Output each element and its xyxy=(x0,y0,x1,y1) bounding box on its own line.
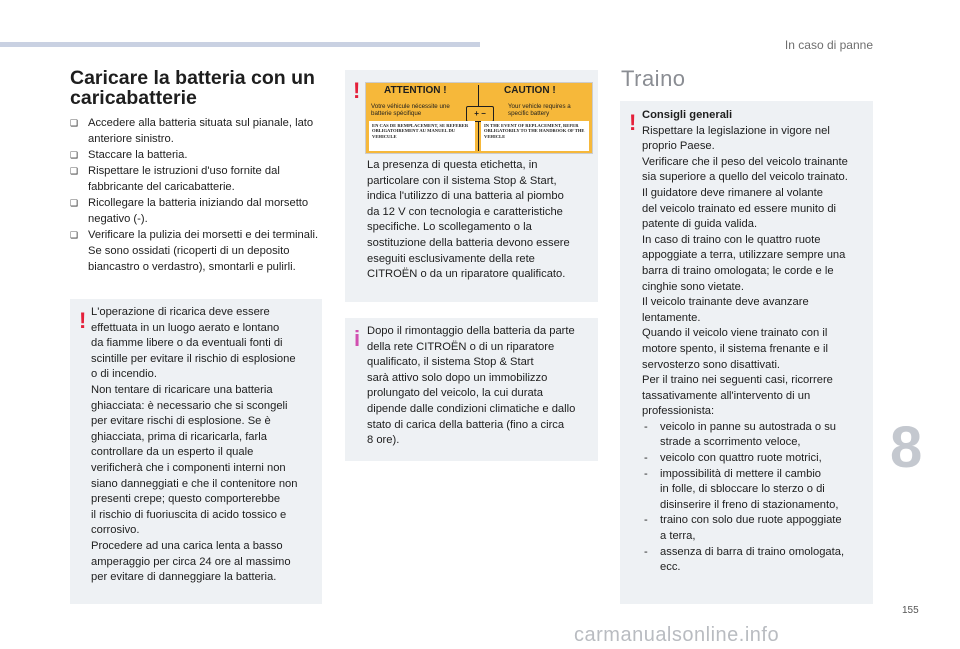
charging-warning-text: L'operazione di ricarica deve essere effettuata in un luogo aerato e lontano da fiamme libere o da eventuali fonti di scintille per evitare il rischio di esplosione o di incendio. Non tentare di ricaricare una batteria ghiacciata: è necessario che si scongeli per evitare rischi di esplosione. Se è ghiacciata, prima di ricaricarla, farla controllare da un esperto il quale verificherà che i componenti interni non siano danneggiati e che il contenitore non presenti crepe; questo comporterebbe il rischio di fuoriuscita di acido tossico e corrosivo. Procedere ad una carica lenta a basso amperaggio per circa 24 ore al massimo per evitare di danneggiare la batteria. xyxy=(91,306,298,584)
label-attention: ATTENTION ! xyxy=(384,85,447,96)
towing-warning-box xyxy=(620,101,873,604)
towing-text: Consigli generali Rispettare la legislazione in vigore nel proprio Paese. Verificare che il peso del veicolo trainante sia superiore a quello del veicolo trainato. Il guidatore deve rimanere al volante del veicolo trainato ed essere munito di patente di guida valida. In caso di traino con le quattro ruote appoggiate a terra, utilizzare sempre una barra di traino omologata; le corde e le cinghie sono vietate. Il veicolo trainante deve avanzare lentamente. Quando il veicolo viene trainato con il motore spento, il sistema frenante e il servosterzo sono disattivati. Per il traino nei seguenti casi, ricorrere tassativamente all'intervento di un professionista: - veicolo in panne su autostrada o su strade a scorrimento veloce, - veicolo con quattro ruote motrici, - impossibilità di mettere il cambio in folle, di sbloccare lo sterzo o di disinserire il freno di stazionamento, - traino con solo due ruote appoggiate a terra, - assenza di barra di traino omologata, ecc. xyxy=(642,108,872,576)
bullet-arrow-icon: ❑ xyxy=(70,118,79,128)
bullet-arrow-icon: ❑ xyxy=(70,150,79,160)
section-title: In caso di panne xyxy=(784,38,873,52)
page-number: 155 xyxy=(902,605,919,616)
bullet-arrow-icon: ❑ xyxy=(70,166,79,176)
stop-start-info-box xyxy=(345,318,598,461)
battery-label-description: La presenza di questa etichetta, in particolare con il sistema Stop & Start, indica l'utilizzo di una batteria al piombo da 12 V con tecnologia e caratteristiche specifiche. Lo scollegamento o la sostituzione della batteria devono essere eseguiti esclusivamente della rete CITROËN o da un riparatore qualificato. xyxy=(367,159,570,281)
watermark: carmanualsonline.info xyxy=(574,624,780,646)
warning-icon: ! xyxy=(79,308,87,333)
charging-step: ❑ Accedere alla batteria situata sul pianale, lato anteriore sinistro. xyxy=(70,117,314,145)
label-en-small: IN THE EVENT OF REPLACEMENT, REFER OBLIGATORILY TO THE HANDBOOK OF THE VEHICLE xyxy=(484,123,585,139)
towing-case: - assenza di barra di traino omologata, ecc. xyxy=(644,545,845,574)
label-fr-small: EN CAS DE REMPLACEMENT, SE REFERER OBLIGATOIREMENT AU MANUEL DU VEHICULE xyxy=(372,123,469,139)
battery-icon: + − xyxy=(466,106,494,122)
label-fr-sub: Votre véhicule nécessite une batterie spécifique xyxy=(371,103,450,117)
charging-step: ❑ Verificare la pulizia dei morsetti e dei terminali. Se sono ossidati (ricoperti di un deposito biancastro o verdastro), smontarli e pulirli. xyxy=(70,229,319,273)
charging-steps xyxy=(70,115,325,275)
towing-case: - traino con solo due ruote appoggiate a terra, xyxy=(644,514,842,543)
warning-icon: ! xyxy=(353,78,361,103)
header-bar xyxy=(0,42,480,47)
warning-icon: ! xyxy=(629,110,637,135)
info-icon: i xyxy=(354,326,361,351)
chapter-number: 8 xyxy=(890,415,923,480)
stop-start-info-text: Dopo il rimontaggio della batteria da parte della rete CITROËN o di un riparatore qualificato, il sistema Stop & Start sarà attivo solo dopo un immobilizzo prolungato del veicolo, la cui durata dipende dalle condizioni climatiche e dallo stato di carica della batteria (fino a circa 8 ore). xyxy=(367,325,576,447)
charging-step: ❑ Staccare la batteria. xyxy=(70,149,188,161)
battery-warning-label xyxy=(365,82,593,154)
towing-case: - impossibilità di mettere il cambio in folle, di sbloccare lo sterzo o di disinserire il freno di stazionamento, xyxy=(644,467,839,511)
towing-case: - veicolo con quattro ruote motrici, xyxy=(644,452,822,465)
charging-warning-box xyxy=(70,299,322,604)
label-caution: CAUTION ! xyxy=(504,85,556,96)
label-en-sub: Your vehicle requires a specific battery xyxy=(508,103,571,117)
charging-step: ❑ Ricollegare la batteria iniziando dal morsetto negativo (-). xyxy=(70,197,309,225)
towing-title: Traino xyxy=(621,66,686,91)
towing-advice-heading: Consigli generali xyxy=(642,109,733,121)
charging-step: ❑ Rispettare le istruzioni d'uso fornite dal fabbricante del caricabatterie. xyxy=(70,165,280,193)
charging-title: Caricare la batteria con un caricabatterie xyxy=(70,67,315,109)
towing-case: - veicolo in panne su autostrada o su strade a scorrimento veloce, xyxy=(644,420,837,449)
bullet-arrow-icon: ❑ xyxy=(70,230,79,240)
bullet-arrow-icon: ❑ xyxy=(70,198,79,208)
